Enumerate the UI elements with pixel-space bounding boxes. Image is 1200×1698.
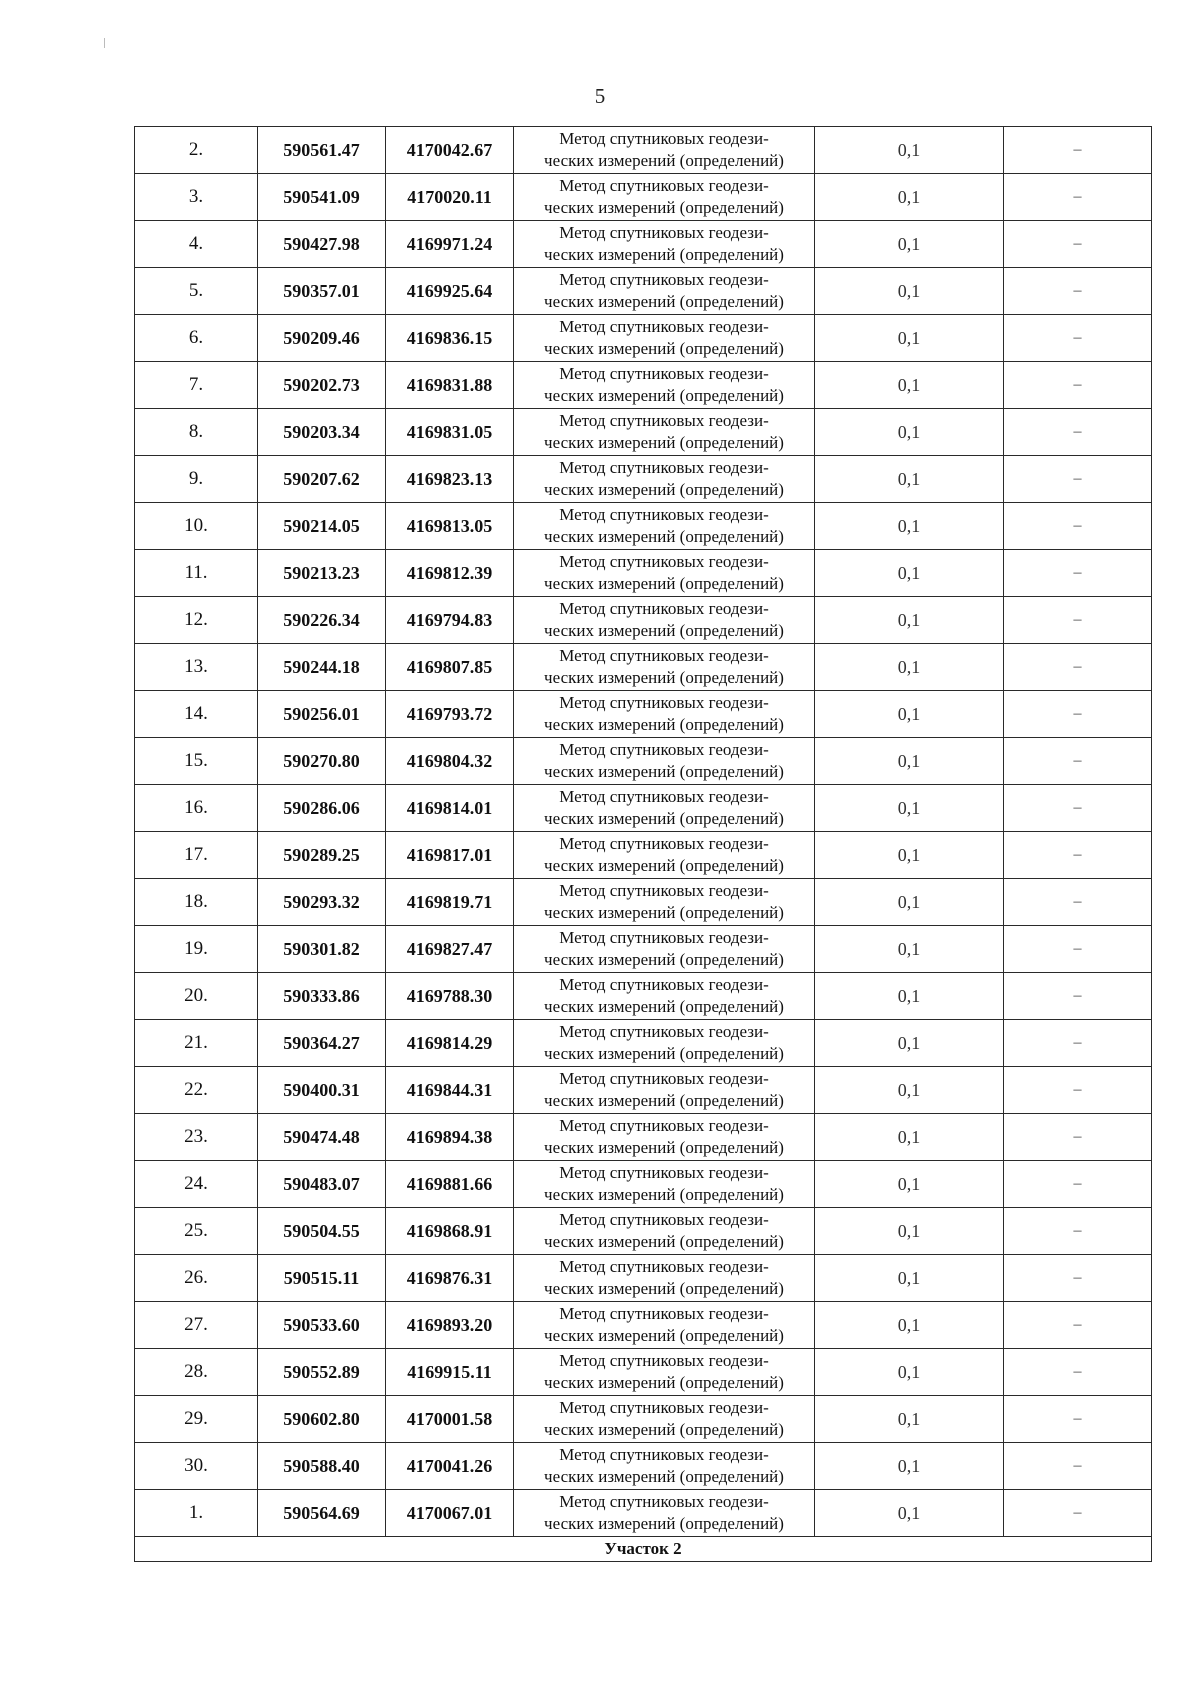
accuracy-cell: 0,1 bbox=[815, 268, 1004, 315]
method-cell bbox=[514, 1302, 815, 1349]
table-row bbox=[135, 738, 1152, 785]
description-cell: – bbox=[1004, 1302, 1152, 1349]
description-cell: – bbox=[1004, 550, 1152, 597]
method-text-line-2: ческих измерений (определений) bbox=[544, 151, 784, 170]
method-text-line-1: Метод спутниковых геодези- bbox=[559, 223, 769, 242]
y-coordinate-cell: 4169812.39 bbox=[386, 550, 514, 597]
x-coordinate-cell: 590515.11 bbox=[258, 1255, 386, 1302]
accuracy-cell: 0,1 bbox=[815, 1349, 1004, 1396]
y-coordinate-cell: 4169804.32 bbox=[386, 738, 514, 785]
accuracy-cell: 0,1 bbox=[815, 503, 1004, 550]
accuracy-cell: 0,1 bbox=[815, 1067, 1004, 1114]
method-cell bbox=[514, 550, 815, 597]
accuracy-cell: 0,1 bbox=[815, 644, 1004, 691]
coordinates-table bbox=[134, 126, 1152, 1562]
y-coordinate-cell: 4169814.01 bbox=[386, 785, 514, 832]
method-text-line-2: ческих измерений (определений) bbox=[544, 386, 784, 405]
y-coordinate-cell: 4170042.67 bbox=[386, 127, 514, 174]
accuracy-cell: 0,1 bbox=[815, 409, 1004, 456]
method-text-line-2: ческих измерений (определений) bbox=[544, 1185, 784, 1204]
method-cell bbox=[514, 973, 815, 1020]
coordinates-table-body bbox=[135, 127, 1152, 1562]
point-number-cell: 14. bbox=[135, 691, 258, 738]
method-cell bbox=[514, 174, 815, 221]
method-cell bbox=[514, 1349, 815, 1396]
point-number-cell: 3. bbox=[135, 174, 258, 221]
x-coordinate-cell: 590602.80 bbox=[258, 1396, 386, 1443]
method-cell bbox=[514, 268, 815, 315]
point-number-cell: 29. bbox=[135, 1396, 258, 1443]
method-text-line-2: ческих измерений (определений) bbox=[544, 574, 784, 593]
accuracy-cell: 0,1 bbox=[815, 1443, 1004, 1490]
table-row bbox=[135, 221, 1152, 268]
method-text-line-1: Метод спутниковых геодези- bbox=[559, 458, 769, 477]
description-cell: – bbox=[1004, 268, 1152, 315]
method-text-line-1: Метод спутниковых геодези- bbox=[559, 1445, 769, 1464]
description-cell: – bbox=[1004, 879, 1152, 926]
method-text-line-2: ческих измерений (определений) bbox=[544, 1232, 784, 1251]
description-cell: – bbox=[1004, 1255, 1152, 1302]
description-cell: – bbox=[1004, 926, 1152, 973]
method-text-line-1: Метод спутниковых геодези- bbox=[559, 411, 769, 430]
description-cell: – bbox=[1004, 1161, 1152, 1208]
table-row bbox=[135, 973, 1152, 1020]
x-coordinate-cell: 590533.60 bbox=[258, 1302, 386, 1349]
point-number-cell: 16. bbox=[135, 785, 258, 832]
method-text-line-2: ческих измерений (определений) bbox=[544, 245, 784, 264]
scan-margin-mark bbox=[104, 38, 105, 48]
table-row bbox=[135, 1396, 1152, 1443]
table-row bbox=[135, 785, 1152, 832]
table-row bbox=[135, 597, 1152, 644]
method-text-line-2: ческих измерений (определений) bbox=[544, 1326, 784, 1345]
description-cell: – bbox=[1004, 1067, 1152, 1114]
point-number-cell: 2. bbox=[135, 127, 258, 174]
method-text-line-2: ческих измерений (определений) bbox=[544, 903, 784, 922]
y-coordinate-cell: 4169827.47 bbox=[386, 926, 514, 973]
method-text-line-1: Метод спутниковых геодези- bbox=[559, 740, 769, 759]
y-coordinate-cell: 4170067.01 bbox=[386, 1490, 514, 1537]
table-row bbox=[135, 1208, 1152, 1255]
page-number: 5 bbox=[594, 84, 606, 108]
description-cell: – bbox=[1004, 127, 1152, 174]
y-coordinate-cell: 4169807.85 bbox=[386, 644, 514, 691]
method-text-line-2: ческих измерений (определений) bbox=[544, 1091, 784, 1110]
x-coordinate-cell: 590357.01 bbox=[258, 268, 386, 315]
table-row bbox=[135, 1490, 1152, 1537]
y-coordinate-cell: 4169794.83 bbox=[386, 597, 514, 644]
accuracy-cell: 0,1 bbox=[815, 1020, 1004, 1067]
table-row bbox=[135, 268, 1152, 315]
description-cell: – bbox=[1004, 785, 1152, 832]
accuracy-cell: 0,1 bbox=[815, 1490, 1004, 1537]
y-coordinate-cell: 4169831.88 bbox=[386, 362, 514, 409]
point-number-cell: 8. bbox=[135, 409, 258, 456]
method-cell bbox=[514, 221, 815, 268]
accuracy-cell: 0,1 bbox=[815, 832, 1004, 879]
x-coordinate-cell: 590293.32 bbox=[258, 879, 386, 926]
table-row bbox=[135, 409, 1152, 456]
accuracy-cell: 0,1 bbox=[815, 597, 1004, 644]
y-coordinate-cell: 4169881.66 bbox=[386, 1161, 514, 1208]
x-coordinate-cell: 590256.01 bbox=[258, 691, 386, 738]
method-text-line-1: Метод спутниковых геодези- bbox=[559, 505, 769, 524]
accuracy-cell: 0,1 bbox=[815, 362, 1004, 409]
method-text-line-2: ческих измерений (определений) bbox=[544, 1279, 784, 1298]
y-coordinate-cell: 4169915.11 bbox=[386, 1349, 514, 1396]
method-text-line-2: ческих измерений (определений) bbox=[544, 809, 784, 828]
method-text-line-2: ческих измерений (определений) bbox=[544, 856, 784, 875]
x-coordinate-cell: 590474.48 bbox=[258, 1114, 386, 1161]
point-number-cell: 7. bbox=[135, 362, 258, 409]
x-coordinate-cell: 590244.18 bbox=[258, 644, 386, 691]
point-number-cell: 13. bbox=[135, 644, 258, 691]
x-coordinate-cell: 590301.82 bbox=[258, 926, 386, 973]
accuracy-cell: 0,1 bbox=[815, 1396, 1004, 1443]
description-cell: – bbox=[1004, 1396, 1152, 1443]
method-text-line-1: Метод спутниковых геодези- bbox=[559, 1069, 769, 1088]
accuracy-cell: 0,1 bbox=[815, 1114, 1004, 1161]
method-cell bbox=[514, 127, 815, 174]
y-coordinate-cell: 4169971.24 bbox=[386, 221, 514, 268]
method-text-line-1: Метод спутниковых геодези- bbox=[559, 364, 769, 383]
point-number-cell: 1. bbox=[135, 1490, 258, 1537]
y-coordinate-cell: 4169819.71 bbox=[386, 879, 514, 926]
method-text-line-2: ческих измерений (определений) bbox=[544, 292, 784, 311]
description-cell: – bbox=[1004, 221, 1152, 268]
x-coordinate-cell: 590541.09 bbox=[258, 174, 386, 221]
y-coordinate-cell: 4169893.20 bbox=[386, 1302, 514, 1349]
accuracy-cell: 0,1 bbox=[815, 879, 1004, 926]
point-number-cell: 18. bbox=[135, 879, 258, 926]
x-coordinate-cell: 590400.31 bbox=[258, 1067, 386, 1114]
accuracy-cell: 0,1 bbox=[815, 315, 1004, 362]
method-cell bbox=[514, 832, 815, 879]
method-text-line-1: Метод спутниковых геодези- bbox=[559, 129, 769, 148]
method-cell bbox=[514, 456, 815, 503]
table-row bbox=[135, 174, 1152, 221]
accuracy-cell: 0,1 bbox=[815, 1161, 1004, 1208]
y-coordinate-cell: 4169788.30 bbox=[386, 973, 514, 1020]
method-text-line-1: Метод спутниковых геодези- bbox=[559, 928, 769, 947]
y-coordinate-cell: 4170001.58 bbox=[386, 1396, 514, 1443]
method-text-line-2: ческих измерений (определений) bbox=[544, 1467, 784, 1486]
accuracy-cell: 0,1 bbox=[815, 550, 1004, 597]
method-text-line-1: Метод спутниковых геодези- bbox=[559, 599, 769, 618]
section-header-row bbox=[135, 1537, 1152, 1562]
description-cell: – bbox=[1004, 362, 1152, 409]
method-text-line-1: Метод спутниковых геодези- bbox=[559, 1116, 769, 1135]
method-text-line-2: ческих измерений (определений) bbox=[544, 1514, 784, 1533]
accuracy-cell: 0,1 bbox=[815, 127, 1004, 174]
accuracy-cell: 0,1 bbox=[815, 691, 1004, 738]
method-cell bbox=[514, 503, 815, 550]
description-cell: – bbox=[1004, 1349, 1152, 1396]
description-cell: – bbox=[1004, 1490, 1152, 1537]
accuracy-cell: 0,1 bbox=[815, 738, 1004, 785]
x-coordinate-cell: 590202.73 bbox=[258, 362, 386, 409]
point-number-cell: 22. bbox=[135, 1067, 258, 1114]
x-coordinate-cell: 590364.27 bbox=[258, 1020, 386, 1067]
method-text-line-1: Метод спутниковых геодези- bbox=[559, 1398, 769, 1417]
description-cell: – bbox=[1004, 597, 1152, 644]
method-text-line-1: Метод спутниковых геодези- bbox=[559, 1492, 769, 1511]
description-cell: – bbox=[1004, 1020, 1152, 1067]
method-cell bbox=[514, 879, 815, 926]
x-coordinate-cell: 590427.98 bbox=[258, 221, 386, 268]
description-cell: – bbox=[1004, 1208, 1152, 1255]
description-cell: – bbox=[1004, 315, 1152, 362]
y-coordinate-cell: 4169817.01 bbox=[386, 832, 514, 879]
table-row bbox=[135, 550, 1152, 597]
method-text-line-2: ческих измерений (определений) bbox=[544, 950, 784, 969]
method-text-line-2: ческих измерений (определений) bbox=[544, 339, 784, 358]
y-coordinate-cell: 4169793.72 bbox=[386, 691, 514, 738]
description-cell: – bbox=[1004, 644, 1152, 691]
accuracy-cell: 0,1 bbox=[815, 973, 1004, 1020]
point-number-cell: 11. bbox=[135, 550, 258, 597]
table-row bbox=[135, 456, 1152, 503]
description-cell: – bbox=[1004, 1114, 1152, 1161]
accuracy-cell: 0,1 bbox=[815, 174, 1004, 221]
point-number-cell: 9. bbox=[135, 456, 258, 503]
method-text-line-2: ческих измерений (определений) bbox=[544, 1044, 784, 1063]
method-text-line-2: ческих измерений (определений) bbox=[544, 1373, 784, 1392]
method-cell bbox=[514, 1255, 815, 1302]
y-coordinate-cell: 4169823.13 bbox=[386, 456, 514, 503]
method-text-line-1: Метод спутниковых геодези- bbox=[559, 270, 769, 289]
method-cell bbox=[514, 597, 815, 644]
method-text-line-1: Метод спутниковых геодези- bbox=[559, 646, 769, 665]
method-text-line-1: Метод спутниковых геодези- bbox=[559, 1210, 769, 1229]
method-text-line-1: Метод спутниковых геодези- bbox=[559, 975, 769, 994]
method-text-line-1: Метод спутниковых геодези- bbox=[559, 1304, 769, 1323]
y-coordinate-cell: 4169925.64 bbox=[386, 268, 514, 315]
table-row bbox=[135, 691, 1152, 738]
method-text-line-1: Метод спутниковых геодези- bbox=[559, 552, 769, 571]
method-text-line-2: ческих измерений (определений) bbox=[544, 1420, 784, 1439]
point-number-cell: 27. bbox=[135, 1302, 258, 1349]
y-coordinate-cell: 4169876.31 bbox=[386, 1255, 514, 1302]
table-row bbox=[135, 1302, 1152, 1349]
x-coordinate-cell: 590213.23 bbox=[258, 550, 386, 597]
method-text-line-2: ческих измерений (определений) bbox=[544, 198, 784, 217]
table-row bbox=[135, 832, 1152, 879]
method-cell bbox=[514, 738, 815, 785]
y-coordinate-cell: 4169844.31 bbox=[386, 1067, 514, 1114]
method-cell bbox=[514, 1020, 815, 1067]
description-cell: – bbox=[1004, 832, 1152, 879]
method-cell bbox=[514, 1396, 815, 1443]
table-row bbox=[135, 503, 1152, 550]
point-number-cell: 24. bbox=[135, 1161, 258, 1208]
method-cell bbox=[514, 1490, 815, 1537]
point-number-cell: 26. bbox=[135, 1255, 258, 1302]
accuracy-cell: 0,1 bbox=[815, 785, 1004, 832]
method-text-line-2: ческих измерений (определений) bbox=[544, 715, 784, 734]
x-coordinate-cell: 590588.40 bbox=[258, 1443, 386, 1490]
method-text-line-2: ческих измерений (определений) bbox=[544, 433, 784, 452]
method-text-line-1: Метод спутниковых геодези- bbox=[559, 317, 769, 336]
point-number-cell: 15. bbox=[135, 738, 258, 785]
y-coordinate-cell: 4170041.26 bbox=[386, 1443, 514, 1490]
x-coordinate-cell: 590289.25 bbox=[258, 832, 386, 879]
method-text-line-1: Метод спутниковых геодези- bbox=[559, 1163, 769, 1182]
x-coordinate-cell: 590286.06 bbox=[258, 785, 386, 832]
accuracy-cell: 0,1 bbox=[815, 456, 1004, 503]
x-coordinate-cell: 590333.86 bbox=[258, 973, 386, 1020]
section-label: Участок 2 bbox=[135, 1537, 1152, 1562]
table-row bbox=[135, 879, 1152, 926]
method-text-line-2: ческих измерений (определений) bbox=[544, 997, 784, 1016]
accuracy-cell: 0,1 bbox=[815, 221, 1004, 268]
table-row bbox=[135, 127, 1152, 174]
method-text-line-1: Метод спутниковых геодези- bbox=[559, 693, 769, 712]
point-number-cell: 6. bbox=[135, 315, 258, 362]
point-number-cell: 21. bbox=[135, 1020, 258, 1067]
y-coordinate-cell: 4169831.05 bbox=[386, 409, 514, 456]
table-row bbox=[135, 362, 1152, 409]
x-coordinate-cell: 590483.07 bbox=[258, 1161, 386, 1208]
y-coordinate-cell: 4169813.05 bbox=[386, 503, 514, 550]
point-number-cell: 25. bbox=[135, 1208, 258, 1255]
x-coordinate-cell: 590214.05 bbox=[258, 503, 386, 550]
point-number-cell: 19. bbox=[135, 926, 258, 973]
table-row bbox=[135, 1443, 1152, 1490]
method-text-line-2: ческих измерений (определений) bbox=[544, 621, 784, 640]
method-text-line-1: Метод спутниковых геодези- bbox=[559, 1022, 769, 1041]
point-number-cell: 5. bbox=[135, 268, 258, 315]
y-coordinate-cell: 4170020.11 bbox=[386, 174, 514, 221]
method-cell bbox=[514, 1161, 815, 1208]
point-number-cell: 28. bbox=[135, 1349, 258, 1396]
point-number-cell: 4. bbox=[135, 221, 258, 268]
y-coordinate-cell: 4169814.29 bbox=[386, 1020, 514, 1067]
point-number-cell: 12. bbox=[135, 597, 258, 644]
point-number-cell: 30. bbox=[135, 1443, 258, 1490]
method-text-line-1: Метод спутниковых геодези- bbox=[559, 1257, 769, 1276]
description-cell: – bbox=[1004, 409, 1152, 456]
x-coordinate-cell: 590552.89 bbox=[258, 1349, 386, 1396]
method-text-line-1: Метод спутниковых геодези- bbox=[559, 176, 769, 195]
method-cell bbox=[514, 1114, 815, 1161]
point-number-cell: 20. bbox=[135, 973, 258, 1020]
table-row bbox=[135, 1020, 1152, 1067]
method-text-line-2: ческих измерений (определений) bbox=[544, 1138, 784, 1157]
description-cell: – bbox=[1004, 456, 1152, 503]
description-cell: – bbox=[1004, 738, 1152, 785]
x-coordinate-cell: 590226.34 bbox=[258, 597, 386, 644]
description-cell: – bbox=[1004, 691, 1152, 738]
accuracy-cell: 0,1 bbox=[815, 1255, 1004, 1302]
method-cell bbox=[514, 926, 815, 973]
method-cell bbox=[514, 691, 815, 738]
x-coordinate-cell: 590207.62 bbox=[258, 456, 386, 503]
description-cell: – bbox=[1004, 1443, 1152, 1490]
table-row bbox=[135, 1349, 1152, 1396]
table-row bbox=[135, 315, 1152, 362]
method-cell bbox=[514, 785, 815, 832]
description-cell: – bbox=[1004, 174, 1152, 221]
method-cell bbox=[514, 1443, 815, 1490]
table-row bbox=[135, 644, 1152, 691]
x-coordinate-cell: 590564.69 bbox=[258, 1490, 386, 1537]
x-coordinate-cell: 590203.34 bbox=[258, 409, 386, 456]
method-cell bbox=[514, 1208, 815, 1255]
method-text-line-2: ческих измерений (определений) bbox=[544, 480, 784, 499]
point-number-cell: 10. bbox=[135, 503, 258, 550]
method-cell bbox=[514, 644, 815, 691]
method-cell bbox=[514, 362, 815, 409]
method-text-line-2: ческих измерений (определений) bbox=[544, 527, 784, 546]
x-coordinate-cell: 590504.55 bbox=[258, 1208, 386, 1255]
y-coordinate-cell: 4169868.91 bbox=[386, 1208, 514, 1255]
method-text-line-1: Метод спутниковых геодези- bbox=[559, 881, 769, 900]
method-text-line-1: Метод спутниковых геодези- bbox=[559, 1351, 769, 1370]
accuracy-cell: 0,1 bbox=[815, 1208, 1004, 1255]
accuracy-cell: 0,1 bbox=[815, 1302, 1004, 1349]
method-text-line-1: Метод спутниковых геодези- bbox=[559, 787, 769, 806]
method-text-line-2: ческих измерений (определений) bbox=[544, 762, 784, 781]
method-text-line-1: Метод спутниковых геодези- bbox=[559, 834, 769, 853]
y-coordinate-cell: 4169836.15 bbox=[386, 315, 514, 362]
method-text-line-2: ческих измерений (определений) bbox=[544, 668, 784, 687]
table-row bbox=[135, 1255, 1152, 1302]
description-cell: – bbox=[1004, 503, 1152, 550]
table-row bbox=[135, 1114, 1152, 1161]
x-coordinate-cell: 590270.80 bbox=[258, 738, 386, 785]
method-cell bbox=[514, 409, 815, 456]
accuracy-cell: 0,1 bbox=[815, 926, 1004, 973]
description-cell: – bbox=[1004, 973, 1152, 1020]
table-row bbox=[135, 1161, 1152, 1208]
x-coordinate-cell: 590561.47 bbox=[258, 127, 386, 174]
y-coordinate-cell: 4169894.38 bbox=[386, 1114, 514, 1161]
method-cell bbox=[514, 1067, 815, 1114]
point-number-cell: 23. bbox=[135, 1114, 258, 1161]
method-cell bbox=[514, 315, 815, 362]
point-number-cell: 17. bbox=[135, 832, 258, 879]
x-coordinate-cell: 590209.46 bbox=[258, 315, 386, 362]
table-row bbox=[135, 926, 1152, 973]
table-row bbox=[135, 1067, 1152, 1114]
